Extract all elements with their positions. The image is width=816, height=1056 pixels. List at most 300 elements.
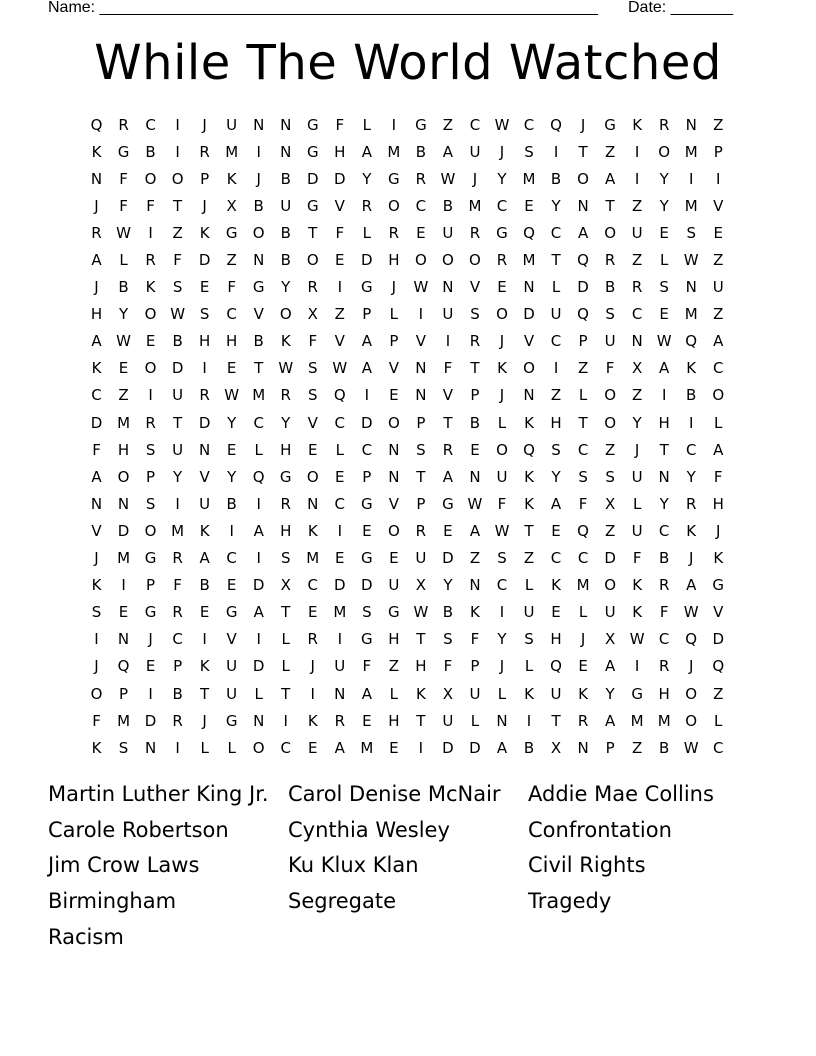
grid-letter[interactable]: S <box>199 305 210 324</box>
grid-letter[interactable]: G <box>388 603 400 622</box>
grid-letter[interactable]: F <box>92 711 101 730</box>
grid-letter[interactable]: R <box>631 278 643 297</box>
name-field[interactable]: Name: ________________________________________________________ <box>48 0 598 16</box>
grid-letter[interactable]: H <box>550 413 562 432</box>
grid-letter[interactable]: Y <box>281 413 291 432</box>
grid-letter[interactable]: N <box>523 278 535 297</box>
grid-letter[interactable]: T <box>173 196 183 215</box>
grid-letter[interactable]: I <box>121 576 126 595</box>
grid-letter[interactable]: E <box>659 305 669 324</box>
grid-letter[interactable]: A <box>469 521 481 540</box>
grid-letter[interactable]: N <box>90 169 103 188</box>
grid-letter[interactable]: E <box>308 440 318 459</box>
grid-letter[interactable]: G <box>361 549 373 568</box>
grid-letter[interactable]: V <box>253 305 264 324</box>
grid-letter[interactable]: S <box>308 386 318 405</box>
grid-letter[interactable]: D <box>198 251 211 270</box>
grid-letter[interactable]: I <box>499 603 505 622</box>
grid-letter[interactable]: T <box>605 196 615 215</box>
grid-letter[interactable]: A <box>713 440 724 459</box>
grid-letter[interactable]: T <box>578 142 588 161</box>
grid-letter[interactable]: K <box>199 657 210 676</box>
grid-letter[interactable]: F <box>632 549 642 568</box>
grid-letter[interactable]: R <box>469 332 481 351</box>
grid-letter[interactable]: A <box>361 684 372 703</box>
grid-letter[interactable]: W <box>413 603 429 622</box>
grid-letter[interactable]: S <box>172 278 183 297</box>
grid-letter[interactable]: B <box>659 738 670 757</box>
grid-letter[interactable]: T <box>173 413 183 432</box>
grid-letter[interactable]: F <box>173 251 182 270</box>
grid-letter[interactable]: O <box>414 251 427 270</box>
grid-letter[interactable]: I <box>418 305 424 324</box>
grid-letter[interactable]: O <box>387 413 400 432</box>
grid-letter[interactable]: I <box>716 169 721 188</box>
grid-letter[interactable]: U <box>604 332 616 351</box>
grid-letter[interactable]: Z <box>469 549 481 568</box>
grid-letter[interactable]: O <box>712 386 725 405</box>
grid-letter[interactable]: L <box>200 738 209 757</box>
grid-letter[interactable]: F <box>335 223 345 242</box>
grid-letter[interactable]: D <box>361 413 373 432</box>
grid-letter[interactable]: Z <box>632 386 643 405</box>
grid-letter[interactable]: Q <box>577 251 589 270</box>
grid-letter[interactable]: R <box>91 223 102 242</box>
grid-letter[interactable]: B <box>280 223 291 242</box>
grid-letter[interactable]: C <box>496 576 508 595</box>
grid-letter[interactable]: K <box>307 521 318 540</box>
grid-letter[interactable]: B <box>118 278 129 297</box>
grid-letter[interactable]: H <box>388 251 400 270</box>
grid-letter[interactable]: Z <box>118 386 129 405</box>
grid-letter[interactable]: N <box>307 494 319 513</box>
grid-letter[interactable]: G <box>225 603 238 622</box>
grid-letter[interactable]: P <box>470 386 480 405</box>
grid-letter[interactable]: J <box>716 521 721 540</box>
grid-letter[interactable]: I <box>553 142 559 161</box>
grid-letter[interactable]: S <box>145 494 156 513</box>
grid-letter[interactable]: K <box>686 359 697 378</box>
grid-letter[interactable]: R <box>415 169 427 188</box>
grid-letter[interactable]: K <box>713 549 724 568</box>
grid-letter[interactable]: S <box>280 549 291 568</box>
grid-letter[interactable]: C <box>145 115 156 134</box>
grid-letter[interactable]: V <box>469 278 481 297</box>
grid-letter[interactable]: X <box>307 305 318 324</box>
grid-letter[interactable]: K <box>524 684 534 703</box>
grid-letter[interactable]: S <box>416 440 426 459</box>
grid-letter[interactable]: W <box>413 278 429 297</box>
grid-letter[interactable]: E <box>578 657 588 676</box>
grid-letter[interactable]: E <box>362 521 372 540</box>
grid-letter[interactable]: A <box>577 223 589 242</box>
grid-letter[interactable]: W <box>116 332 131 351</box>
grid-letter[interactable]: R <box>658 657 670 676</box>
grid-letter[interactable]: O <box>387 196 400 215</box>
grid-letter[interactable]: O <box>279 305 292 324</box>
grid-letter[interactable]: C <box>334 494 346 513</box>
grid-letter[interactable]: U <box>226 684 238 703</box>
grid-letter[interactable]: T <box>308 223 318 242</box>
grid-letter[interactable]: G <box>361 630 373 649</box>
grid-letter[interactable]: I <box>148 386 153 405</box>
grid-letter[interactable]: M <box>225 142 239 161</box>
grid-letter[interactable]: R <box>658 576 670 595</box>
grid-letter[interactable]: L <box>254 684 263 703</box>
grid-letter[interactable]: O <box>144 305 157 324</box>
grid-letter[interactable]: T <box>443 413 453 432</box>
grid-letter[interactable]: Q <box>550 657 562 676</box>
grid-letter[interactable]: U <box>496 467 508 486</box>
grid-letter[interactable]: R <box>334 711 346 730</box>
grid-letter[interactable]: F <box>443 657 453 676</box>
grid-letter[interactable]: B <box>253 196 264 215</box>
grid-letter[interactable]: U <box>550 684 562 703</box>
grid-letter[interactable]: C <box>469 115 481 134</box>
grid-letter[interactable]: I <box>175 115 180 134</box>
grid-letter[interactable]: K <box>470 603 480 622</box>
grid-letter[interactable]: D <box>577 278 589 297</box>
grid-letter[interactable]: C <box>577 440 589 459</box>
grid-letter[interactable]: D <box>198 413 211 432</box>
grid-letter[interactable]: U <box>172 440 184 459</box>
grid-letter[interactable]: I <box>364 386 370 405</box>
grid-letter[interactable]: Y <box>686 467 696 486</box>
grid-letter[interactable]: L <box>254 440 263 459</box>
grid-letter[interactable]: Z <box>713 251 724 270</box>
grid-letter[interactable]: I <box>337 630 343 649</box>
grid-letter[interactable]: C <box>577 549 589 568</box>
grid-letter[interactable]: N <box>144 738 157 757</box>
grid-letter[interactable]: I <box>202 359 207 378</box>
grid-letter[interactable]: D <box>469 738 481 757</box>
grid-letter[interactable]: M <box>522 251 536 270</box>
grid-letter[interactable]: I <box>256 549 261 568</box>
grid-letter[interactable]: D <box>523 305 535 324</box>
grid-letter[interactable]: A <box>686 576 697 595</box>
grid-letter[interactable]: M <box>171 521 185 540</box>
grid-letter[interactable]: F <box>713 467 723 486</box>
grid-letter[interactable]: Y <box>227 467 237 486</box>
grid-letter[interactable]: Z <box>577 359 589 378</box>
grid-letter[interactable]: Q <box>685 630 698 649</box>
grid-letter[interactable]: O <box>144 169 157 188</box>
grid-letter[interactable]: W <box>629 630 645 649</box>
grid-letter[interactable]: G <box>144 549 157 568</box>
grid-letter[interactable]: G <box>361 278 373 297</box>
grid-letter[interactable]: T <box>659 440 669 459</box>
grid-letter[interactable]: L <box>714 711 723 730</box>
grid-letter[interactable]: C <box>226 549 237 568</box>
grid-letter[interactable]: G <box>604 115 616 134</box>
grid-letter[interactable]: K <box>91 576 102 595</box>
grid-letter[interactable]: G <box>442 494 454 513</box>
grid-letter[interactable]: R <box>280 386 291 405</box>
grid-letter[interactable]: J <box>499 332 505 351</box>
grid-letter[interactable]: V <box>713 603 724 622</box>
grid-letter[interactable]: F <box>146 196 155 215</box>
grid-letter[interactable]: F <box>470 630 480 649</box>
grid-letter[interactable]: S <box>91 603 102 622</box>
grid-letter[interactable]: D <box>252 657 265 676</box>
grid-letter[interactable]: K <box>632 603 643 622</box>
grid-letter[interactable]: P <box>362 467 372 486</box>
grid-letter[interactable]: J <box>202 196 207 215</box>
grid-letter[interactable]: Q <box>712 657 725 676</box>
grid-letter[interactable]: N <box>388 440 400 459</box>
grid-letter[interactable]: A <box>361 359 372 378</box>
grid-letter[interactable]: E <box>389 738 399 757</box>
grid-letter[interactable]: I <box>418 738 424 757</box>
grid-letter[interactable]: N <box>280 115 292 134</box>
grid-letter[interactable]: K <box>199 223 210 242</box>
grid-letter[interactable]: N <box>577 196 589 215</box>
grid-letter[interactable]: U <box>469 684 481 703</box>
grid-letter[interactable]: R <box>442 440 454 459</box>
grid-letter[interactable]: J <box>94 278 99 297</box>
grid-letter[interactable]: I <box>391 115 397 134</box>
grid-letter[interactable]: B <box>226 494 237 513</box>
grid-letter[interactable]: O <box>523 359 535 378</box>
grid-letter[interactable]: N <box>117 630 130 649</box>
grid-letter[interactable]: I <box>256 494 261 513</box>
grid-letter[interactable]: G <box>144 603 157 622</box>
grid-letter[interactable]: Z <box>442 115 454 134</box>
grid-letter[interactable]: W <box>656 332 672 351</box>
grid-letter[interactable]: B <box>604 278 616 297</box>
grid-letter[interactable]: A <box>199 549 210 568</box>
grid-letter[interactable]: C <box>496 196 508 215</box>
grid-letter[interactable]: Q <box>523 440 535 459</box>
grid-letter[interactable]: A <box>253 521 264 540</box>
grid-letter[interactable]: G <box>306 115 319 134</box>
grid-letter[interactable]: B <box>145 142 156 161</box>
grid-letter[interactable]: A <box>604 169 616 188</box>
grid-letter[interactable]: C <box>631 305 643 324</box>
grid-letter[interactable]: L <box>659 251 669 270</box>
grid-letter[interactable]: Y <box>497 169 507 188</box>
grid-letter[interactable]: C <box>685 440 697 459</box>
grid-letter[interactable]: G <box>712 576 725 595</box>
grid-letter[interactable]: L <box>714 413 723 432</box>
grid-letter[interactable]: C <box>91 386 102 405</box>
grid-letter[interactable]: Z <box>713 305 724 324</box>
grid-letter[interactable]: K <box>91 359 102 378</box>
grid-letter[interactable]: M <box>117 413 131 432</box>
grid-letter[interactable]: I <box>148 684 153 703</box>
grid-letter[interactable]: E <box>470 440 480 459</box>
grid-letter[interactable]: O <box>252 223 265 242</box>
grid-letter[interactable]: K <box>524 413 534 432</box>
grid-letter[interactable]: Y <box>551 196 561 215</box>
grid-letter[interactable]: Q <box>117 657 130 676</box>
grid-letter[interactable]: A <box>442 142 454 161</box>
grid-letter[interactable]: B <box>415 142 427 161</box>
grid-letter[interactable]: S <box>362 603 372 622</box>
grid-letter[interactable]: U <box>631 223 643 242</box>
grid-letter[interactable]: U <box>280 196 292 215</box>
grid-letter[interactable]: W <box>683 603 699 622</box>
grid-letter[interactable]: M <box>252 386 266 405</box>
grid-letter[interactable]: M <box>333 603 347 622</box>
grid-letter[interactable]: U <box>388 576 400 595</box>
grid-letter[interactable]: I <box>175 494 180 513</box>
grid-letter[interactable]: N <box>253 251 265 270</box>
grid-letter[interactable]: M <box>684 142 698 161</box>
grid-letter[interactable]: W <box>116 223 131 242</box>
grid-letter[interactable]: Z <box>226 251 237 270</box>
grid-letter[interactable]: I <box>445 332 451 351</box>
grid-letter[interactable]: L <box>362 115 371 134</box>
grid-letter[interactable]: L <box>389 684 399 703</box>
grid-letter[interactable]: P <box>146 467 156 486</box>
grid-letter[interactable]: Y <box>551 467 561 486</box>
grid-letter[interactable]: U <box>415 549 427 568</box>
grid-letter[interactable]: J <box>310 657 315 676</box>
grid-letter[interactable]: Y <box>281 278 291 297</box>
grid-letter[interactable]: R <box>280 494 291 513</box>
grid-letter[interactable]: U <box>199 494 211 513</box>
grid-letter[interactable]: Z <box>523 549 535 568</box>
grid-letter[interactable]: K <box>415 684 426 703</box>
grid-letter[interactable]: L <box>524 657 534 676</box>
grid-letter[interactable]: N <box>334 684 346 703</box>
grid-letter[interactable]: P <box>200 169 210 188</box>
grid-letter[interactable]: D <box>361 576 373 595</box>
grid-letter[interactable]: O <box>90 684 103 703</box>
grid-letter[interactable]: N <box>388 467 400 486</box>
grid-letter[interactable]: W <box>278 359 294 378</box>
grid-letter[interactable]: Z <box>604 440 616 459</box>
grid-letter[interactable]: W <box>170 305 186 324</box>
grid-letter[interactable]: Z <box>604 142 616 161</box>
grid-letter[interactable]: J <box>256 169 261 188</box>
grid-letter[interactable]: O <box>685 711 698 730</box>
grid-letter[interactable]: N <box>469 467 481 486</box>
grid-letter[interactable]: Q <box>577 305 589 324</box>
grid-letter[interactable]: N <box>253 711 265 730</box>
grid-letter[interactable]: W <box>683 738 699 757</box>
grid-letter[interactable]: Y <box>659 494 669 513</box>
grid-letter[interactable]: N <box>199 440 211 459</box>
grid-letter[interactable]: Q <box>333 386 346 405</box>
grid-letter[interactable]: K <box>497 359 507 378</box>
grid-letter[interactable]: N <box>415 386 427 405</box>
grid-letter[interactable]: F <box>605 359 615 378</box>
grid-letter[interactable]: S <box>551 440 561 459</box>
grid-letter[interactable]: D <box>334 576 346 595</box>
grid-letter[interactable]: R <box>145 413 156 432</box>
grid-letter[interactable]: O <box>469 251 481 270</box>
grid-letter[interactable]: L <box>335 440 344 459</box>
grid-letter[interactable]: B <box>442 196 454 215</box>
grid-letter[interactable]: J <box>148 630 153 649</box>
grid-letter[interactable]: T <box>281 684 291 703</box>
grid-letter[interactable]: J <box>499 657 505 676</box>
grid-letter[interactable]: H <box>712 494 724 513</box>
grid-letter[interactable]: P <box>146 576 156 595</box>
grid-letter[interactable]: W <box>332 359 348 378</box>
grid-letter[interactable]: M <box>684 305 698 324</box>
grid-letter[interactable]: S <box>308 359 318 378</box>
grid-letter[interactable]: C <box>658 630 670 649</box>
grid-letter[interactable]: K <box>145 278 156 297</box>
grid-letter[interactable]: O <box>496 305 508 324</box>
grid-letter[interactable]: I <box>688 413 694 432</box>
grid-letter[interactable]: X <box>280 576 291 595</box>
grid-letter[interactable]: X <box>604 494 616 513</box>
grid-letter[interactable]: J <box>580 630 586 649</box>
grid-letter[interactable]: R <box>388 223 400 242</box>
grid-letter[interactable]: D <box>117 521 130 540</box>
grid-letter[interactable]: E <box>551 603 561 622</box>
grid-letter[interactable]: F <box>335 115 345 134</box>
grid-letter[interactable]: H <box>226 332 238 351</box>
grid-letter[interactable]: N <box>496 711 508 730</box>
grid-letter[interactable]: L <box>281 630 290 649</box>
grid-letter[interactable]: O <box>442 251 454 270</box>
grid-letter[interactable]: S <box>605 305 615 324</box>
grid-letter[interactable]: R <box>307 630 318 649</box>
grid-letter[interactable]: E <box>335 251 345 270</box>
grid-letter[interactable]: M <box>576 576 590 595</box>
grid-letter[interactable]: U <box>226 115 238 134</box>
grid-letter[interactable]: C <box>280 738 291 757</box>
grid-letter[interactable]: S <box>524 142 534 161</box>
grid-letter[interactable]: Y <box>632 413 642 432</box>
grid-letter[interactable]: E <box>443 521 453 540</box>
grid-letter[interactable]: O <box>171 169 184 188</box>
grid-letter[interactable]: A <box>604 711 616 730</box>
grid-letter[interactable]: F <box>92 440 101 459</box>
grid-letter[interactable]: Q <box>523 223 535 242</box>
grid-letter[interactable]: C <box>712 359 724 378</box>
grid-letter[interactable]: J <box>688 549 694 568</box>
grid-letter[interactable]: Q <box>550 115 562 134</box>
grid-letter[interactable]: O <box>117 467 130 486</box>
grid-letter[interactable]: R <box>496 251 508 270</box>
grid-letter[interactable]: E <box>335 467 345 486</box>
grid-letter[interactable]: G <box>225 223 238 242</box>
grid-letter[interactable]: B <box>442 603 454 622</box>
grid-letter[interactable]: P <box>470 657 480 676</box>
grid-letter[interactable]: F <box>173 576 182 595</box>
grid-letter[interactable]: D <box>144 711 157 730</box>
grid-letter[interactable]: N <box>415 359 427 378</box>
grid-letter[interactable]: L <box>119 251 128 270</box>
grid-letter[interactable]: M <box>360 738 374 757</box>
grid-letter[interactable]: E <box>551 521 561 540</box>
grid-letter[interactable]: P <box>416 494 426 513</box>
grid-letter[interactable]: R <box>577 711 589 730</box>
grid-letter[interactable]: J <box>580 115 586 134</box>
grid-letter[interactable]: V <box>334 332 345 351</box>
grid-letter[interactable]: A <box>550 494 562 513</box>
grid-letter[interactable]: I <box>148 223 153 242</box>
grid-letter[interactable]: Y <box>497 630 507 649</box>
grid-letter[interactable]: V <box>199 467 210 486</box>
grid-letter[interactable]: D <box>442 738 454 757</box>
grid-letter[interactable]: K <box>226 169 237 188</box>
grid-letter[interactable]: Z <box>172 223 183 242</box>
grid-letter[interactable]: T <box>524 521 534 540</box>
grid-letter[interactable]: X <box>550 738 562 757</box>
grid-letter[interactable]: P <box>578 332 588 351</box>
grid-letter[interactable]: B <box>172 684 183 703</box>
grid-letter[interactable]: E <box>362 711 372 730</box>
grid-letter[interactable]: F <box>497 494 507 513</box>
grid-letter[interactable]: Y <box>443 576 453 595</box>
